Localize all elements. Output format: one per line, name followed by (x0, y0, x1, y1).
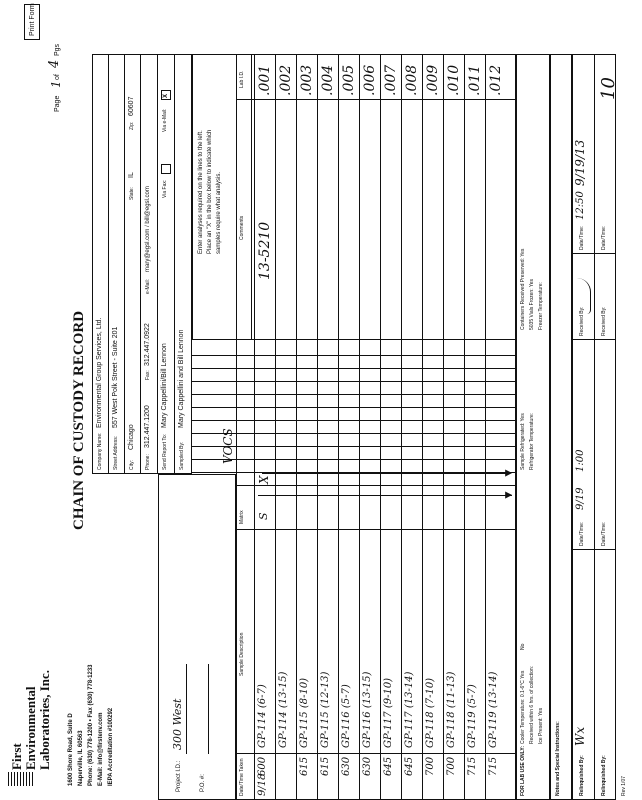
instructions-line2: Place an "X" in the box below to indicate which (207, 129, 213, 254)
freezer-temp: Freezer Temperature: (538, 282, 544, 330)
sample-desc: GP-117 (9-10) (383, 677, 394, 748)
col-matrix-header: Matrix (239, 510, 245, 524)
sample-time: 700 (446, 756, 457, 776)
date-time-label-1: Date/Time: (579, 521, 585, 546)
sample-desc: GP-115 (8-10) (299, 677, 310, 748)
email-label: e-Mail: (145, 278, 151, 294)
row-divider (422, 54, 423, 800)
sample-mark: X (257, 475, 271, 484)
sample-matrix: S (257, 512, 270, 520)
lab-address1: 1600 Shore Road, Suite D (68, 713, 74, 786)
city-label: City: (129, 460, 135, 470)
instructions-line3: samples require what analysis. (216, 171, 222, 254)
sample-time: 645 (383, 756, 394, 776)
project-id-label: Project I.D.: (176, 760, 182, 792)
sample-time: 645 (404, 756, 415, 776)
page-title: CHAIN OF CUSTODY RECORD (71, 310, 87, 530)
sample-desc: GP-115 (12-13) (320, 671, 331, 748)
row-divider (401, 54, 402, 800)
lab-use-label: FOR LAB USE ONLY: (520, 745, 526, 796)
sample-labid: .009 (425, 64, 441, 96)
received-within: Received within 6 hrs. of collection: (529, 665, 535, 744)
via-fax-checkbox[interactable] (161, 164, 171, 174)
sample-labid: .011 (467, 64, 483, 96)
sample-desc: GP-116 (13-15) (362, 671, 373, 748)
send-report-to: Mary Cappellini/Bill Lennon (161, 343, 168, 428)
relinquished-signature: Wx (573, 726, 587, 746)
arrow-head-icon: ▼ (501, 467, 515, 479)
row-divider (380, 54, 381, 800)
sample-labid: .003 (299, 64, 315, 96)
page-number: 1 (49, 80, 63, 88)
send-report-label: Send Report To: (162, 433, 168, 470)
sample-labid: .001 (257, 64, 273, 96)
sampled-by-label: Sampled By: (179, 441, 185, 470)
sample-time: 715 (488, 756, 499, 776)
date-time-label-3: Date/Time: (601, 521, 607, 546)
sample-labid: .008 (404, 64, 420, 96)
vials-frozen: 5035 Vials Frozen: Yes (529, 278, 535, 330)
company-name: Environmental Group Services, Ltd. (96, 317, 103, 428)
sample-labid: .004 (320, 64, 336, 96)
sample-refrigerated: Sample Refrigerated: Yes (520, 413, 526, 470)
relinquished-time: 1:00 (575, 449, 586, 472)
lab-name-line2: Environmental (23, 686, 38, 770)
sample-labid: .012 (488, 64, 504, 96)
sample-labid: .002 (278, 64, 294, 96)
col-comments-header: Comments (239, 215, 245, 240)
refrigerator-temp: Refrigerator Temperature: (529, 412, 535, 470)
lab-name-line3: Laboratories, Inc. (37, 669, 52, 770)
row-divider (317, 54, 318, 800)
via-email-checkbox[interactable]: X (161, 90, 171, 100)
sample-labid: .006 (362, 64, 378, 96)
relinquished-label-2: Relinquished By: (601, 755, 607, 796)
company-info-block (92, 54, 192, 474)
zip: 60607 (128, 96, 135, 116)
sample-time: 700 (425, 756, 436, 776)
col-desc-header: Sample Description (239, 632, 245, 676)
instructions-line1: Enter analyses required on the lines to the left. (198, 130, 204, 254)
margin-annotation: 10 (598, 77, 619, 100)
sample-desc: GP-117 (13-14) (404, 671, 415, 748)
email: mary@egsl.com / bill@egsl.com (145, 186, 151, 272)
fax-label: Fax: (145, 370, 151, 380)
relinquished-label-1: Relinquished By: (579, 755, 585, 796)
form-revision: Rev 1/07 (621, 775, 627, 796)
street-label: Street Address: (113, 435, 119, 470)
date-time-label-2: Date/Time: (579, 225, 585, 250)
sample-desc: GP-118 (11-13) (446, 671, 457, 748)
cooler-temp: Cooler Temperature: 0.1-6°C Yes (520, 670, 526, 744)
notes-label: Notes and Special Instructions: (555, 721, 561, 796)
row-divider (464, 54, 465, 800)
lab-address2: Naperville, IL 60563 (78, 730, 84, 786)
project-id: 300 West (171, 698, 184, 750)
sample-desc: GP-118 (7-10) (425, 677, 436, 748)
zip-label: Zip: (129, 121, 135, 130)
received-time: 12:50 (575, 191, 586, 220)
lab-email: E-Mail: info@firstenv.com (98, 712, 104, 786)
arrow-line (262, 473, 510, 474)
row-divider (443, 54, 444, 800)
row-divider (296, 54, 297, 800)
sample-time: 615 (320, 756, 331, 776)
lab-name-line1: First (9, 743, 24, 770)
sample-time: 615 (299, 756, 310, 776)
relinquished-date: 9/19 (575, 487, 586, 510)
col-labid-header: Lab I.D. (239, 70, 245, 88)
row-divider (275, 54, 276, 800)
fax: 312.447.0922 (144, 323, 151, 366)
of-label: of (54, 74, 61, 80)
pgs-label: Pgs (54, 43, 61, 56)
sample-time: 600 (257, 756, 268, 776)
print-form-button[interactable]: Print Form (24, 4, 40, 40)
lab-accreditation: IEPA Accreditation #100292 (108, 707, 114, 786)
state-label: State: (129, 186, 135, 200)
sample-labid: .010 (446, 64, 462, 96)
received-signature (574, 278, 591, 314)
row-divider (359, 54, 360, 800)
containers-preserved: Containers Received Preserved: Yes (520, 248, 526, 330)
via-email-label: Via e-Mail: (162, 108, 168, 132)
received-date: 9/19/13 (573, 139, 587, 186)
street-address: 557 West Polk Street - Suite 201 (112, 326, 119, 428)
sample-time: 715 (467, 756, 478, 776)
arrow-line-2 (258, 495, 512, 496)
sample-labid: .005 (341, 64, 357, 96)
cooler-no: No (520, 643, 526, 650)
sample-date: 9/18 (257, 773, 268, 796)
col-datetime-header: Date/Time Taken (239, 758, 245, 796)
sample-desc: GP-119 (13-14) (488, 671, 499, 748)
row-divider (254, 54, 255, 800)
page-label: Page (54, 95, 61, 112)
sample-labid: .007 (383, 64, 399, 96)
state: IL (128, 172, 135, 178)
page-total: 4 (47, 59, 62, 68)
phone-label: Phone: (145, 454, 151, 470)
ice-present: Ice Present: Yes (538, 707, 544, 744)
lab-logo (8, 772, 34, 786)
phone: 312.447.1200 (144, 405, 151, 448)
via-fax-label: Via Fax: (162, 179, 168, 198)
sample-desc: GP-119 (5-7) (467, 684, 478, 748)
sample-desc: GP-114 (6-7) (257, 684, 268, 748)
sample-time: 630 (341, 756, 352, 776)
po-label: P.O. #: (200, 774, 206, 792)
row-divider (338, 54, 339, 800)
received-label-2: Received By: (601, 306, 607, 336)
lab-phone-fax: Phone: (630) 778-1200 • Fax (630) 778-1233 (88, 664, 94, 786)
sample-time: 630 (362, 756, 373, 776)
notes-section (550, 54, 572, 800)
arrow-head-icon-2: ▼ (501, 489, 515, 501)
city: Chicago (128, 424, 135, 450)
project-block (158, 474, 236, 800)
sample-desc: GP-116 (5-7) (341, 684, 352, 748)
date-time-label-4: Date/Time: (601, 225, 607, 250)
received-label-1: Received By: (579, 306, 585, 336)
company-name-label: Company Name: (97, 432, 103, 470)
sample-desc: GP-114 (13-15) (278, 671, 289, 748)
sample-comment: 13-5210 (257, 221, 273, 280)
analysis-vocs: VOCS (221, 428, 235, 464)
row-divider (485, 54, 486, 800)
sampled-by: Mary Cappellini and Bill Lennon (178, 329, 185, 428)
